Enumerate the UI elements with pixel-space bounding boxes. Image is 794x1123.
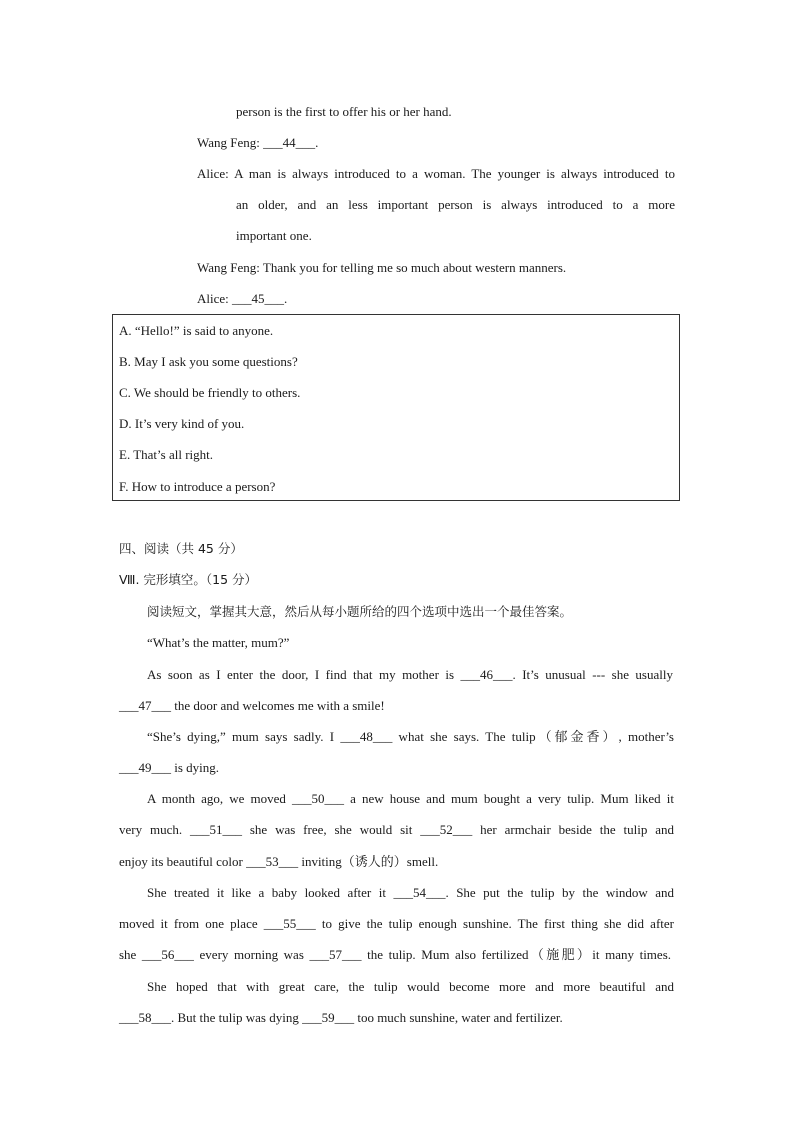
passage-line: ___47___ the door and welcomes me with a smile! (119, 698, 385, 713)
section-heading: 四、阅读（共 45 分） (119, 541, 243, 556)
instruction: 阅读短文，掌握其大意，然后从每小题所给的四个选项中选出一个最佳答案。 (147, 604, 573, 619)
passage-line: “She’s dying,” mum says sadly. I ___48___ what she says. The tulip（郁金香）, mother’s (147, 729, 674, 744)
option-item: D. It’s very kind of you. (119, 416, 245, 431)
dialogue-line: Wang Feng: Thank you for telling me so much about western manners. (197, 260, 567, 275)
dialogue-line: an older, and an less important person is always introduced to a more (236, 197, 675, 212)
passage-line: ___58___. But the tulip was dying ___59___ too much sunshine, water and fertilizer. (119, 1010, 563, 1025)
option-item: E. That’s all right. (119, 447, 213, 462)
dialogue-line: person is the first to offer his or her hand. (236, 104, 452, 119)
passage-line: she ___56___ every morning was ___57___ the tulip. Mum also fertilized（施肥）it many times. (119, 947, 671, 962)
dialogue-line: important one. (236, 228, 312, 243)
passage-line: As soon as I enter the door, I find that my mother is ___46___. It’s unusual --- she usually (147, 667, 673, 682)
passage-line: moved it from one place ___55___ to give the tulip enough sunshine. The first thing she did after (119, 916, 674, 931)
dialogue-line: Alice: ___45___. (197, 291, 288, 306)
passage-line: enjoy its beautiful color ___53___ inviting（诱人的）smell. (119, 854, 439, 869)
option-item: A. “Hello!” is said to anyone. (119, 323, 274, 338)
passage-line: A month ago, we moved ___50___ a new house and mum bought a very tulip. Mum liked it (147, 791, 674, 806)
passage-line: “What’s the matter, mum?” (147, 635, 290, 650)
passage-line: very much. ___51___ she was free, she would sit ___52___ her armchair beside the tulip and (119, 822, 674, 837)
passage-line: She treated it like a baby looked after it ___54___. She put the tulip by the window and (147, 885, 674, 900)
passage-line: ___49___ is dying. (119, 760, 220, 775)
options-box (112, 314, 680, 501)
dialogue-line: Alice: A man is always introduced to a woman. The younger is always introduced to (197, 166, 675, 181)
option-item: B. May I ask you some questions? (119, 354, 298, 369)
passage-line: She hoped that with great care, the tulip would become more and more beautiful and (147, 979, 674, 994)
dialogue-line: Wang Feng: ___44___. (197, 135, 319, 150)
option-item: C. We should be friendly to others. (119, 385, 301, 400)
option-item: F. How to introduce a person? (119, 479, 276, 494)
sub-heading: Ⅷ. 完形填空。（15 分） (119, 572, 258, 587)
